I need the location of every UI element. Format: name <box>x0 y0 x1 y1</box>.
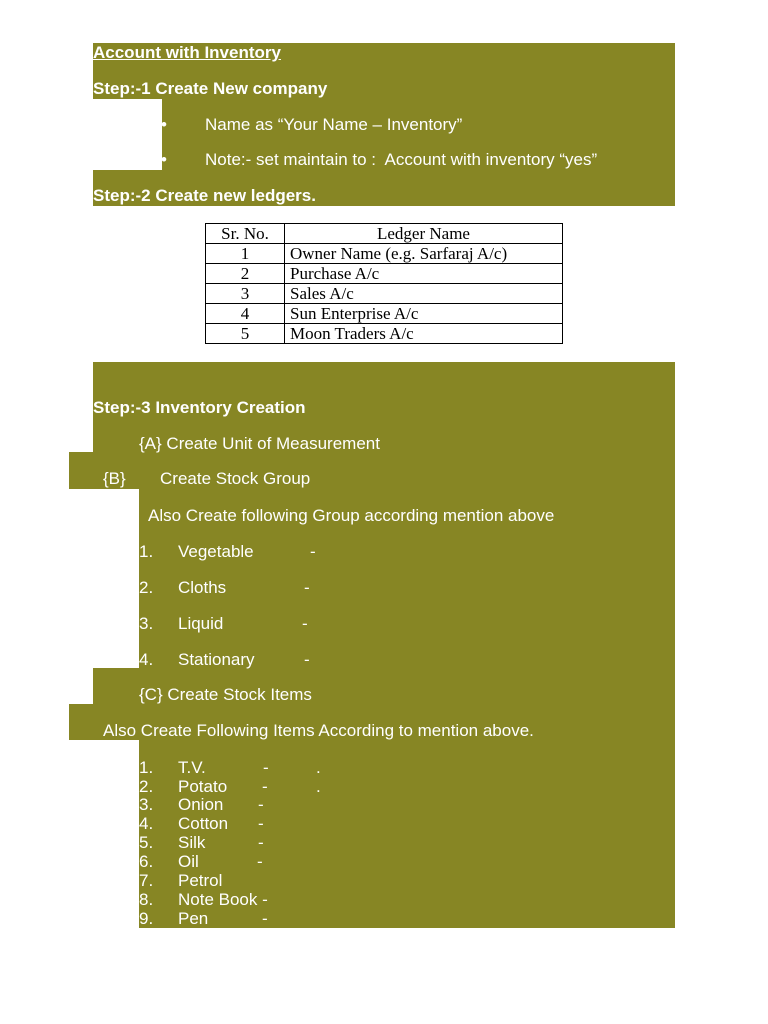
column-header: Ledger Name <box>285 224 563 244</box>
item-name: Note Book - <box>178 890 268 909</box>
table-cell: 3 <box>206 284 285 304</box>
items-intro: Also Create Following Items According to mention above. <box>103 721 534 740</box>
list-number: 6. <box>139 852 154 871</box>
item-name: Cotton <box>178 814 229 833</box>
group-name: Stationary <box>178 650 255 669</box>
dash: - <box>258 833 264 852</box>
list-number: 4. <box>139 650 154 669</box>
bullet-icon: • <box>161 115 167 134</box>
dash: - <box>258 795 264 814</box>
dash: - <box>262 909 268 928</box>
table-cell: 2 <box>206 264 285 284</box>
table-cell: Owner Name (e.g. Sarfaraj A/c) <box>285 244 563 264</box>
dash: - <box>262 777 268 796</box>
table-cell: 1 <box>206 244 285 264</box>
document-heading: Account with Inventory <box>93 43 281 62</box>
list-number: 8. <box>139 890 154 909</box>
table-cell: Purchase A/c <box>285 264 563 284</box>
table-row <box>206 324 563 344</box>
item-name: Onion <box>178 795 224 814</box>
ledger-table <box>205 223 563 344</box>
dash: - <box>258 814 264 833</box>
table-cell: 5 <box>206 324 285 344</box>
step3-subsection-b: Create Stock Group <box>160 469 311 488</box>
step3-subsection-a: {A} Create Unit of Measurement <box>139 434 380 453</box>
list-number: 4. <box>139 814 154 833</box>
dash: - <box>257 852 263 871</box>
list-number: 2. <box>139 578 154 597</box>
dot: . <box>316 758 321 777</box>
dash: - <box>304 650 310 669</box>
table-cell: Moon Traders A/c <box>285 324 563 344</box>
dot: . <box>316 777 321 796</box>
table-row <box>206 244 563 264</box>
list-number: 9. <box>139 909 154 928</box>
list-number: 3. <box>139 614 154 633</box>
list-number: 5. <box>139 833 154 852</box>
bullet-icon: • <box>161 150 167 169</box>
step3-title: Step:-3 Inventory Creation <box>93 398 306 417</box>
group-name: Vegetable <box>178 542 254 561</box>
group-name: Cloths <box>178 578 227 597</box>
table-header-row <box>206 224 563 244</box>
list-number: 2. <box>139 777 154 796</box>
table-row <box>206 304 563 324</box>
item-name: Silk <box>178 833 206 852</box>
group-name: Liquid <box>178 614 224 633</box>
item-name: Potato <box>178 777 228 796</box>
table-cell: Sun Enterprise A/c <box>285 304 563 324</box>
step3-subsection-b-label: {B} <box>103 469 126 488</box>
table-row <box>206 264 563 284</box>
table-cell: Sales A/c <box>285 284 563 304</box>
list-number: 1. <box>139 542 154 561</box>
list-number: 3. <box>139 795 154 814</box>
item-name: Oil <box>178 852 199 871</box>
list-number: 1. <box>139 758 154 777</box>
dash: - <box>304 578 310 597</box>
step3-subsection-c: {C} Create Stock Items <box>139 685 312 704</box>
item-name: T.V. <box>178 758 206 777</box>
dash: - <box>302 614 308 633</box>
step1-bullet: Note:- set maintain to : Account with inventory “yes” <box>205 150 598 169</box>
dash: - <box>310 542 316 561</box>
step1-bullet: Name as “Your Name – Inventory” <box>205 115 463 134</box>
step2-title: Step:-2 Create new ledgers. <box>93 186 316 205</box>
table-row <box>206 284 563 304</box>
list-number: 7. <box>139 871 154 890</box>
item-name: Petrol <box>178 871 223 890</box>
groups-intro: Also Create following Group according mention above <box>148 506 555 525</box>
dash: - <box>263 758 269 777</box>
item-name: Pen <box>178 909 209 928</box>
column-header: Sr. No. <box>206 224 285 244</box>
step1-title: Step:-1 Create New company <box>93 79 328 98</box>
table-cell: 4 <box>206 304 285 324</box>
